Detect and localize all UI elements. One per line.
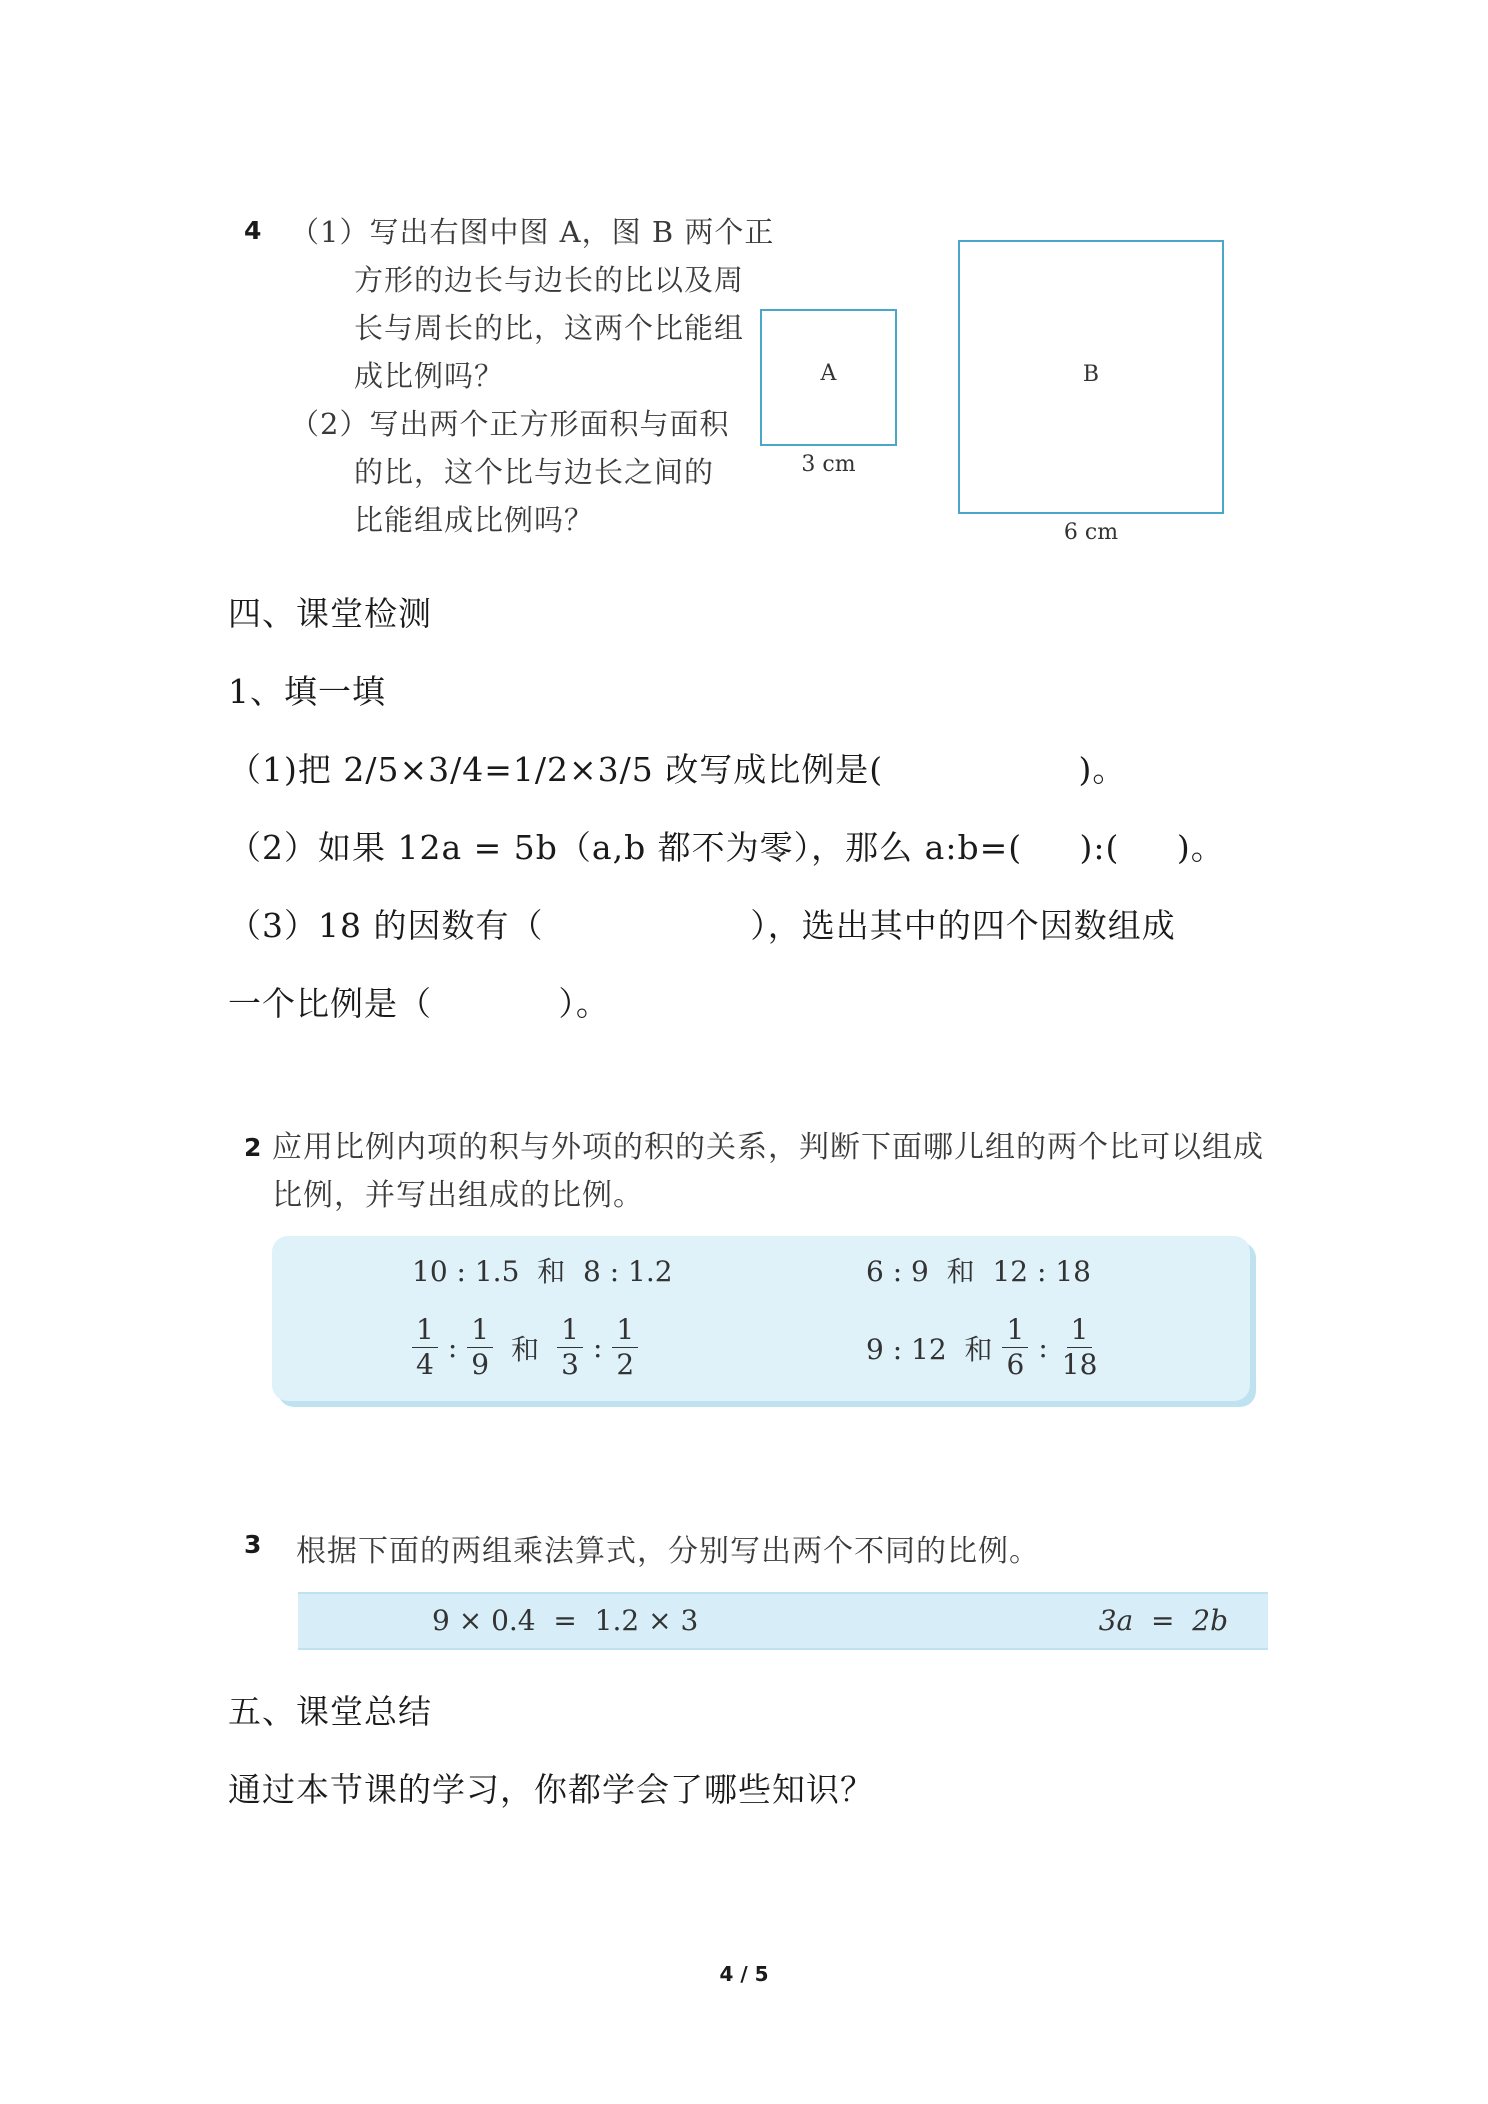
question-number: 3	[244, 1530, 262, 1559]
fraction: $\frac{1}{3}$	[557, 1316, 583, 1379]
summary-question: 通过本节课的学习，你都学会了哪些知识？	[228, 1770, 874, 1809]
fraction: $\frac{1}{4}$	[412, 1316, 438, 1379]
fraction: $\frac{1}{2}$	[612, 1316, 638, 1379]
q4-line: 长与周长的比，这两个比能组	[354, 311, 745, 345]
square-b-side: 6 cm	[1063, 520, 1119, 545]
q4-part2	[290, 400, 729, 544]
pair-3	[412, 1313, 638, 1381]
pair-2: 6 : 9 和 12 : 18	[866, 1255, 1091, 1288]
equation-right: 3a = 2b	[1098, 1604, 1228, 1637]
q3-text: 根据下面的两组乘法算式，分别写出两个不同的比例。	[296, 1534, 1040, 1569]
q4-line: 方形的边长与边长的比以及周	[354, 263, 745, 297]
fraction: $\frac{1}{18}$	[1061, 1313, 1098, 1381]
fill-item-2: （2）如果 12a = 5b（a,b 都不为零），那么 a:b=( ):( )。	[228, 828, 1225, 867]
square-a	[760, 309, 897, 446]
q4-line: 的比，这个比与边长之间的	[354, 455, 715, 489]
q4-line: （1）写出右图中图 A，图 B 两个正	[290, 215, 775, 249]
equation-strip	[298, 1592, 1268, 1650]
pair-4	[866, 1313, 1101, 1381]
q4-line: 比能组成比例吗？	[354, 503, 595, 537]
q2-text	[272, 1124, 1264, 1220]
q2-line: 应用比例内项的积与外项的积的关系，判断下面哪儿组的两个比可以组成	[272, 1130, 1264, 1165]
pair-4-prefix: 9 : 12 和	[866, 1332, 993, 1366]
fill-item-1: （1)把 2/5×3/4=1/2×3/5 改写成比例是( )。	[228, 750, 1127, 789]
square-a-side: 3 cm	[801, 452, 856, 477]
square-a-label: A	[820, 361, 837, 386]
fraction: $\frac{1}{6}$	[1002, 1316, 1028, 1379]
fill-item-3-cont: 一个比例是（ ）。	[228, 984, 610, 1023]
q4-part1	[290, 208, 774, 400]
square-b	[958, 240, 1224, 514]
and-word: 和	[511, 1332, 540, 1366]
q4-line: （2）写出两个正方形面积与面积	[290, 407, 730, 441]
colon: :	[447, 1331, 458, 1364]
pair-1: 10 : 1.5 和 8 : 1.2	[412, 1255, 673, 1288]
question-number: 4	[244, 216, 262, 245]
section-heading: 五、课堂总结	[228, 1692, 432, 1731]
equation-left: 9 × 0.4 = 1.2 × 3	[432, 1604, 699, 1637]
page-number: 4 / 5	[719, 1962, 769, 1986]
fill-item-3: （3）18 的因数有（ ），选出其中的四个因数组成	[228, 906, 1176, 945]
square-b-label: B	[1082, 362, 1100, 387]
proportion-panel	[272, 1236, 1250, 1401]
q2-line: 比例，并写出组成的比例。	[272, 1178, 644, 1213]
colon: :	[1038, 1331, 1048, 1364]
q4-line: 成比例吗？	[354, 359, 505, 393]
question-number: 2	[244, 1133, 262, 1162]
section-heading: 四、课堂检测	[228, 594, 432, 633]
subsection-heading: 1、填一填	[228, 672, 386, 711]
colon: :	[592, 1331, 603, 1364]
fraction: $\frac{1}{9}$	[467, 1316, 493, 1379]
